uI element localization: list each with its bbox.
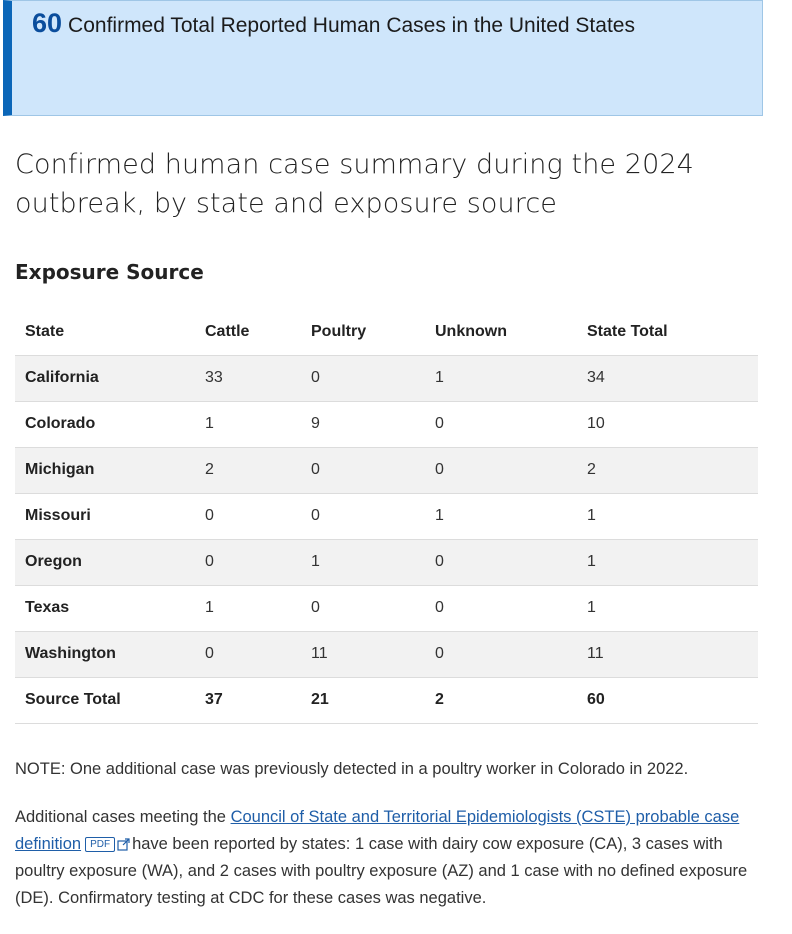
cell-unknown: 0 [435, 401, 587, 447]
cell-unknown: 0 [435, 631, 587, 677]
grand-total: 60 [587, 677, 758, 723]
table-header-row [15, 309, 758, 355]
cell-unknown: 0 [435, 539, 587, 585]
external-link-icon[interactable] [117, 838, 130, 851]
note-text: NOTE: One additional case was previously detected in a poultry worker in Colorado in 2022. [15, 760, 689, 778]
total-label: Source Total [15, 677, 205, 723]
table-row [15, 493, 758, 539]
total-cattle: 37 [205, 677, 311, 723]
cell-cattle: 0 [205, 539, 311, 585]
pdf-badge: PDF [85, 837, 115, 852]
case-summary-table [15, 309, 758, 724]
table-row [15, 631, 758, 677]
col-header-cattle: Cattle [205, 322, 250, 340]
cell-state: Texas [15, 585, 205, 631]
cell-state: California [15, 355, 205, 401]
additional-cases-paragraph [15, 804, 775, 912]
col-header-state: State [25, 322, 65, 340]
paragraph-intro: Additional cases meeting the [15, 808, 226, 826]
table-total-row [15, 677, 758, 723]
page-heading: Confirmed human case summary during the 2024 outbreak, by state and exposure source [15, 149, 694, 219]
table-row [15, 355, 758, 401]
cell-unknown: 1 [435, 493, 587, 539]
cste-definition-link[interactable]: Council of State and Territorial Epidemiologists (CSTE) probable case definition [15, 808, 740, 853]
cell-state: Washington [15, 631, 205, 677]
callout-line [32, 8, 635, 39]
callout-number: 60 [32, 8, 63, 38]
cell-state-total: 11 [587, 631, 758, 677]
cell-poultry: 1 [311, 539, 435, 585]
cell-state: Michigan [15, 447, 205, 493]
cell-poultry: 0 [311, 585, 435, 631]
table-row [15, 401, 758, 447]
cell-poultry: 11 [311, 631, 435, 677]
callout-text: Confirmed Total Reported Human Cases in the United States [68, 14, 635, 37]
cell-cattle: 2 [205, 447, 311, 493]
cell-state: Colorado [15, 401, 205, 447]
cell-state-total: 10 [587, 401, 758, 447]
table-row [15, 585, 758, 631]
table-row [15, 447, 758, 493]
cell-cattle: 1 [205, 585, 311, 631]
cell-state-total: 1 [587, 493, 758, 539]
cell-state-total: 1 [587, 585, 758, 631]
cell-state-total: 34 [587, 355, 758, 401]
cell-unknown: 0 [435, 585, 587, 631]
cell-poultry: 0 [311, 447, 435, 493]
cell-cattle: 1 [205, 401, 311, 447]
col-header-unknown: Unknown [435, 322, 507, 340]
cell-poultry: 9 [311, 401, 435, 447]
cell-poultry: 0 [311, 355, 435, 401]
cell-poultry: 0 [311, 493, 435, 539]
table-row [15, 539, 758, 585]
cell-unknown: 0 [435, 447, 587, 493]
cell-cattle: 33 [205, 355, 311, 401]
cell-state-total: 2 [587, 447, 758, 493]
cell-cattle: 0 [205, 631, 311, 677]
total-unknown: 2 [435, 677, 587, 723]
cases-callout [3, 0, 763, 116]
total-poultry: 21 [311, 677, 435, 723]
cell-unknown: 1 [435, 355, 587, 401]
table-caption: Exposure Source [15, 260, 204, 284]
cell-state: Oregon [15, 539, 205, 585]
paragraph-rest: have been reported by states: 1 case with dairy cow exposure (CA), 3 cases with poultry exposure (WA), and 2 cases with poultry exposure (AZ) and 1 case with no defined exposure (DE). Confirmatory testing at CDC for these cases was negative. [15, 835, 748, 907]
cell-state: Missouri [15, 493, 205, 539]
col-header-state-total: State Total [587, 322, 668, 340]
cell-state-total: 1 [587, 539, 758, 585]
col-header-poultry: Poultry [311, 322, 367, 340]
cell-cattle: 0 [205, 493, 311, 539]
